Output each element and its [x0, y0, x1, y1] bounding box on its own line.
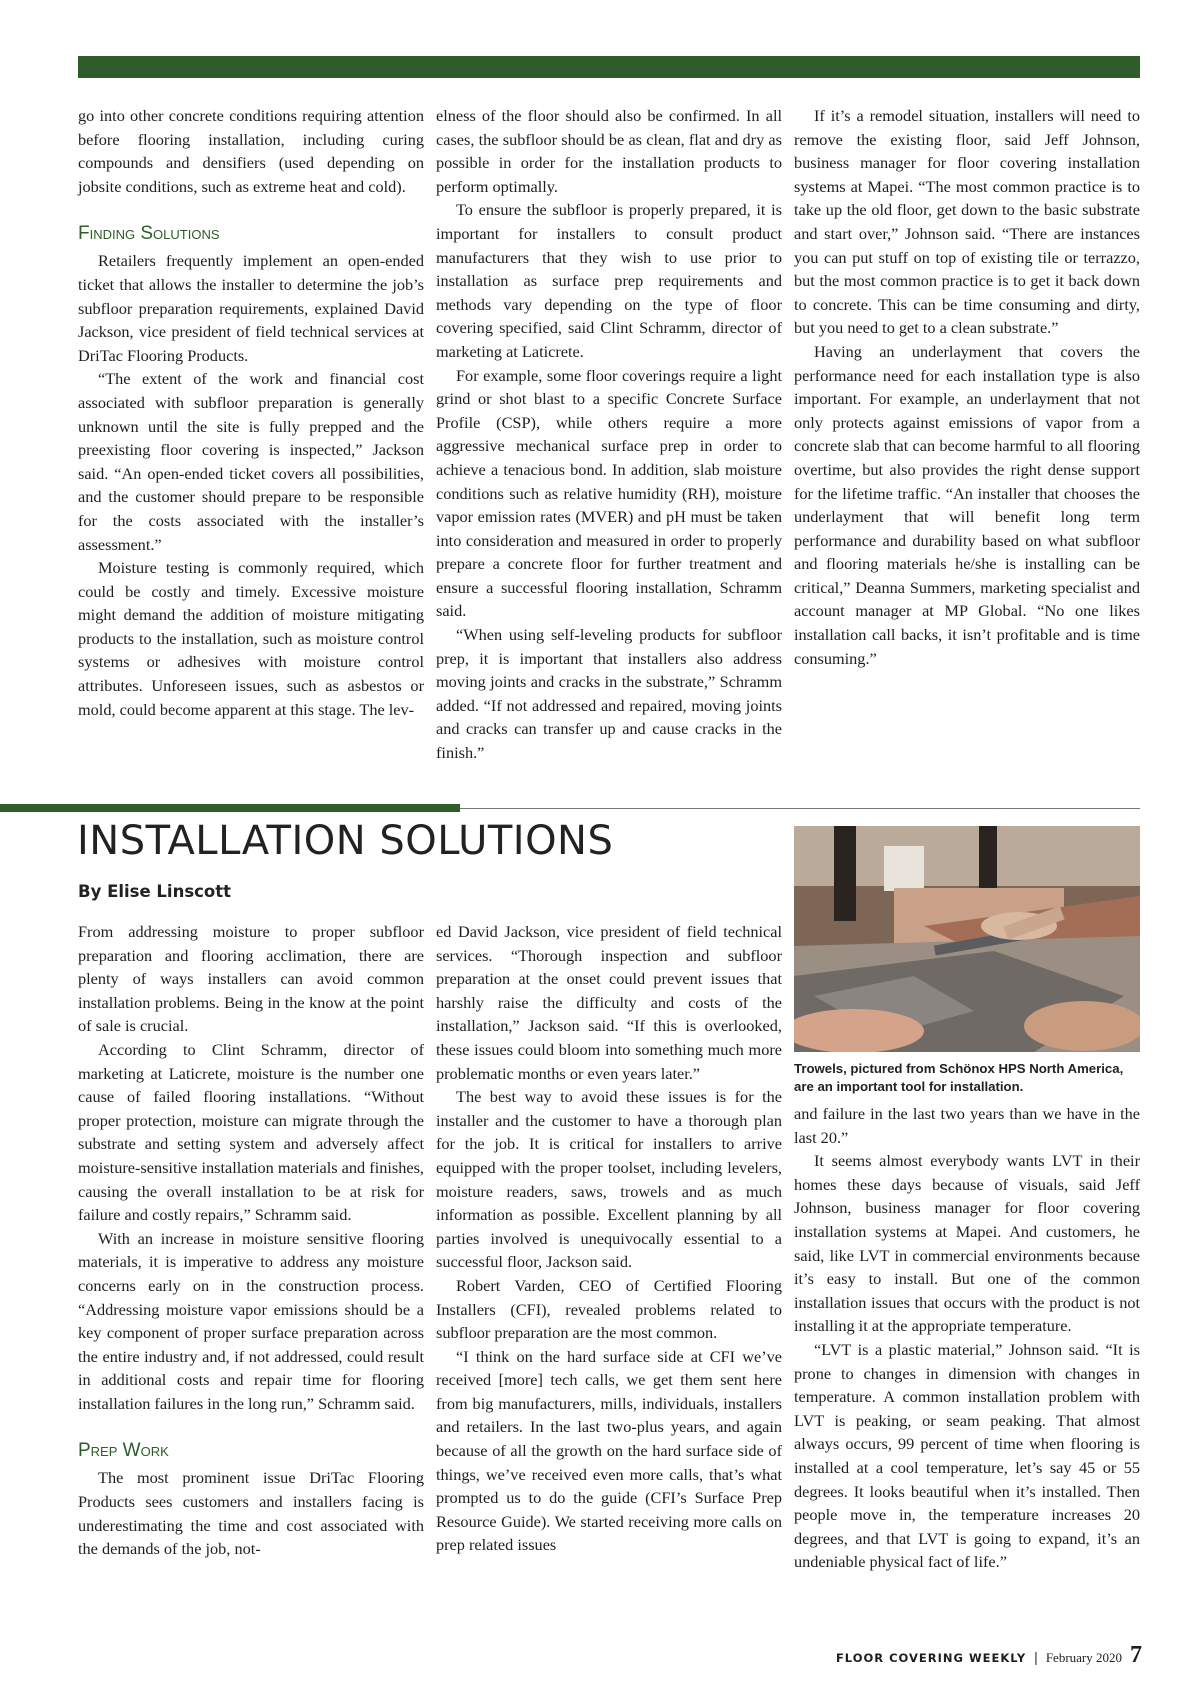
paragraph: If it’s a remodel situation, installers will need to remove the existing floor, said Jeff Johnson, business manager for floor covering installation systems at Mapei. “The most common practice is to take up the old floor, get down to the basic substrate and start over,” Johnson said. “There are instances you can put stuff on top of existing tile or terrazzo, but the most common practice is to get it back down to concrete. This can be time consuming and dirty, but you need to get to a clean substrate.” [794, 106, 1140, 338]
paragraph: For example, some floor coverings require a light grind or shot blast to a specific Concrete Surface Profile (CSP), while others require a more aggressive mechanical surface prep in order to achieve a tenacious bond. In addition, slab moisture conditions such as relative humidity (RH), moisture vapor emission rates (MVER) and pH must be taken into consideration and measured in order to properly prepare a concrete floor for further treatment and ensure a successful flooring installation, Schramm said. [436, 365, 782, 621]
paragraph: Moisture testing is commonly required, which could be costly and timely. Excessive moisture might demand the addition of moisture mitigating products to the installation, such as moisture control systems or adhesives with moisture control attributes. Unforeseen issues, such as asbestos or mold, could become apparent at this stage. The lev- [78, 558, 424, 719]
bottom-article-column-1 [78, 920, 424, 1561]
paragraph: The most prominent issue DriTac Flooring Products sees customers and installers facing is underestimating the time and cost associated with the demands of the job, not- [78, 1468, 424, 1559]
trowel-photo-illustration [794, 826, 1140, 1052]
paragraph: ed David Jackson, vice president of field technical services. “Thorough inspection and subfloor preparation at the onset could prevent issues that harshly raise the difficulty and costs of the installation,” Jackson said. “If this is overlooked, these issues could bloom into something much more problematic months or even years later.” [436, 922, 782, 1083]
section-divider-rule [460, 808, 1140, 809]
page-number: 7 [1130, 1642, 1142, 1668]
paragraph: To ensure the subfloor is properly prepared, it is important for installers to consult product manufacturers that they wish to use prior to installation as surface prep requirements and methods vary depending on the type of floor covering specified, said Clint Schramm, director of marketing at Laticrete. [436, 200, 782, 361]
photo-caption: Trowels, pictured from Schönox HPS North America, are an important tool for installation. [794, 1061, 1124, 1094]
paragraph: go into other concrete conditions requiring attention before flooring installation, including curing compounds and densifiers (used depending on jobsite conditions, such as extreme heat and cold). [78, 106, 424, 196]
paragraph: “When using self-leveling products for subfloor prep, it is important that installers also address moving joints and cracks in the substrate,” Schramm added. “If not addressed and repaired, moving joints and cracks can transfer up and cause cracks in the finish.” [436, 625, 782, 763]
paragraph: and failure in the last two years than we have in the last 20.” [794, 1104, 1140, 1147]
paragraph: “LVT is a plastic material,” Johnson said. “It is prone to changes in dimension with changes in temperature. A common installation problem with LVT is peaking, or seam peaking. That almost always occurs, 99 percent of time when flooring is installed at a cool temperature, let’s say 45 or 55 degrees. It looks beautiful when it’s installed. Then people move in, the temperature increases 20 degrees, and that LVT is going to expand, it’s an undeniable physical fact of life.” [794, 1339, 1140, 1572]
footer-separator: | [1034, 1649, 1038, 1665]
trowel-photo [794, 826, 1140, 1052]
article-headline: INSTALLATION SOLUTIONS [77, 818, 614, 864]
top-accent-bar [78, 56, 1140, 78]
bottom-article-column-2 [436, 920, 782, 1557]
issue-date: February 2020 [1045, 1650, 1122, 1665]
paragraph: According to Clint Schramm, director of marketing at Laticrete, moisture is the number one cause of failed flooring installations. “Without proper protection, moisture can migrate through the substrate and setting system and adversely affect moisture-sensitive installation materials and finishes, causing the overall installation to be at risk for failure and costly repairs,” Schramm said. [78, 1039, 424, 1225]
section-heading: Finding Solutions [78, 223, 220, 245]
paragraph: “The extent of the work and financial cost associated with subfloor preparation is generally unknown until the site is fully prepped and the preexisting floor covering is inspected,” Jackson said. “An open-ended ticket covers all possibilities, and the customer should prepare to be responsible for the costs associated with the installer’s assessment.” [78, 369, 424, 554]
section-divider-accent [0, 804, 460, 812]
top-article-column-3 [794, 104, 1140, 670]
paragraph: elness of the floor should also be confirmed. In all cases, the subfloor should be as clean, flat and dry as possible in order for the installation products to perform optimally. [436, 106, 782, 196]
paragraph: From addressing moisture to proper subfloor preparation and flooring acclimation, there are plenty of ways installers can avoid common installation problems. Being in the know at the point of sale is crucial. [78, 922, 424, 1036]
top-article-column-1 [78, 104, 424, 721]
bottom-article-column-3 [794, 1102, 1140, 1574]
paragraph: It seems almost everybody wants LVT in their homes these days because of visuals, said Jeff Johnson, business manager for floor covering installation systems at Mapei. And customers, he said, like LVT in commercial environments because it’s easy to install. But one of the common installation issues that occurs with the product is not installing it at the appropriate temperature. [794, 1151, 1140, 1336]
paragraph: “I think on the hard surface side at CFI we’ve received [more] tech calls, we get them sent here from big manufacturers, mills, individuals, installers and retailers. In the last two-plus years, and again because of all the growth on the hard surface side of things, we’ve received even more calls, that’s what prompted us to do the guide (CFI’s Surface Prep Resource Guide). We started receiving more calls on prep related issues [436, 1346, 782, 1555]
section-heading: Prep Work [78, 1440, 169, 1462]
page-footer [836, 1642, 1142, 1669]
top-article-column-2 [436, 104, 782, 765]
paragraph: Retailers frequently implement an open-ended ticket that allows the installer to determine the job’s subfloor preparation requirements, explained David Jackson, vice president of field technical services at DriTac Flooring Products. [78, 251, 424, 365]
paragraph: With an increase in moisture sensitive flooring materials, it is imperative to address any moisture concerns early on in the construction process. “Addressing moisture vapor emissions should be a key component of proper surface preparation across the entire industry and, if not addressed, could result in additional costs and repair time for flooring installation failures in the long run,” Schramm said. [78, 1228, 424, 1413]
paragraph: Having an underlayment that covers the performance need for each installation type is also important. For example, an underlayment that not only protects against emissions of vapor from a concrete slab that can become harmful to all flooring overtime, but also provides the right dense support for the lifetime traffic. “An installer that chooses the underlayment that will benefit long term performance and durability based on what subfloor and flooring materials he/she is installing can be critical,” Deanna Summers, marketing specialist and account manager at MP Global. “No one likes installation call backs, it isn’t profitable and is time consuming.” [794, 341, 1140, 668]
paragraph: Robert Varden, CEO of Certified Flooring Installers (CFI), revealed problems related to subfloor preparation are the most common. [436, 1275, 782, 1343]
publication-name: FLOOR COVERING WEEKLY [835, 1651, 1027, 1665]
byline: By Elise Linscott [78, 882, 232, 901]
paragraph: The best way to avoid these issues is for the installer and the customer to have a thorough plan for the job. It is critical for installers to arrive equipped with the proper toolset, including levelers, moisture readers, saws, trowels and as much information as possible. Excellent planning by all parties involved is unequivocally essential to a successful floor, Jackson said. [436, 1087, 782, 1272]
